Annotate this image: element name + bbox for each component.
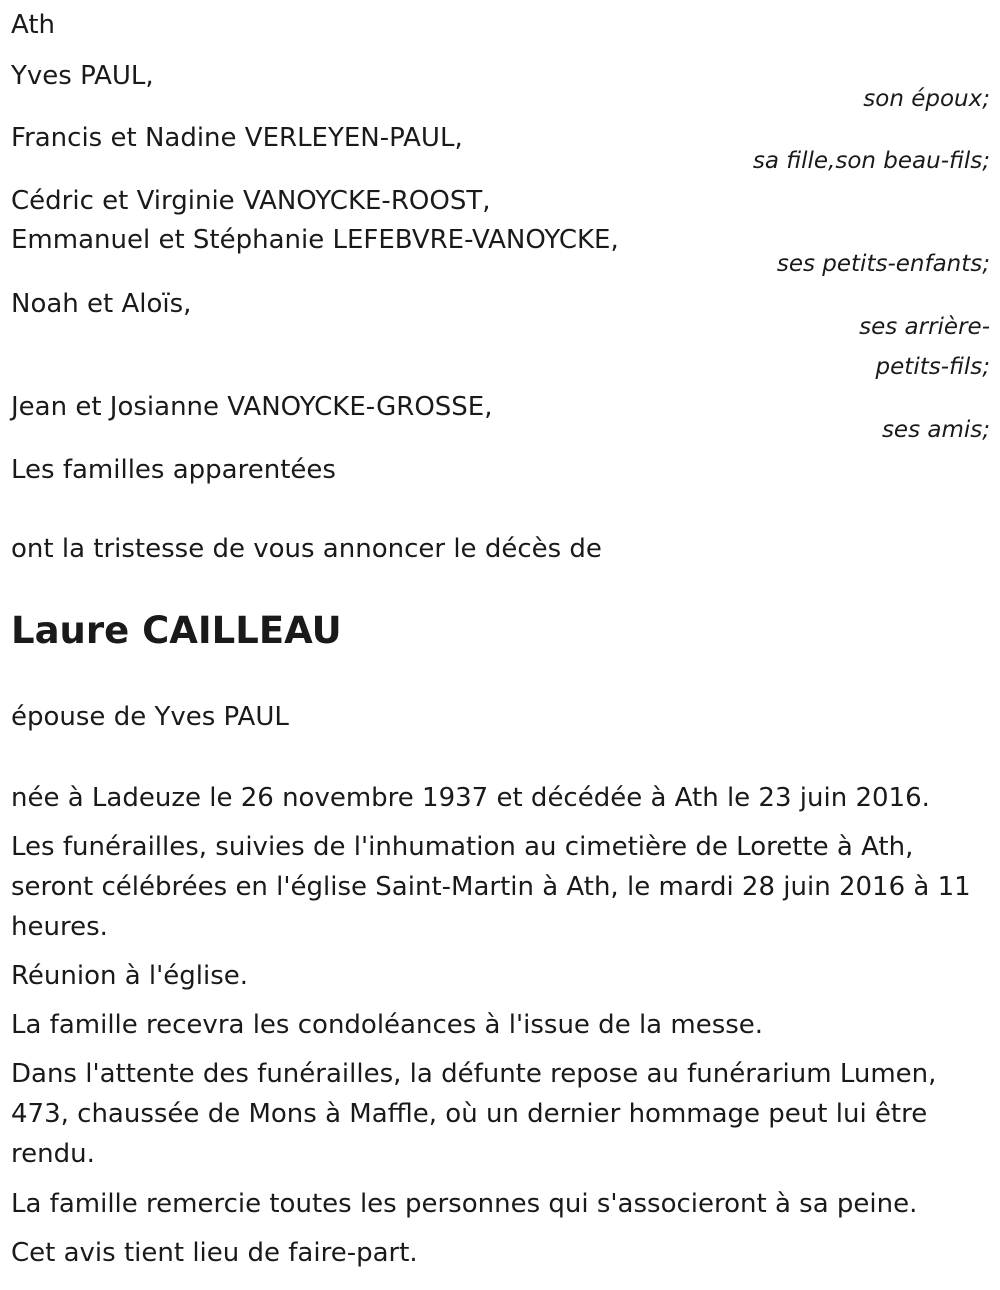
family-name-spouse: Yves PAUL, <box>11 61 154 91</box>
funeral-details: Les funérailles, suivies de l'inhumation au cimetière de Lorette à Ath, seront célébrées en l'église Saint-Martin à Ath, le mardi 28 juin 2016 à 11 heures. <box>11 832 971 942</box>
family-name-great-grandchildren: Noah et Aloïs, <box>11 289 192 319</box>
relation-spouse: son époux; <box>863 86 990 112</box>
thanks-text: La famille remercie toutes les personnes qui s'associeront à sa peine. <box>11 1189 918 1219</box>
family-name-friends: Jean et Josianne VANOYCKE-GROSSE, <box>11 392 493 422</box>
relation-daughter: sa fille,son beau-fils; <box>752 148 990 174</box>
town-label: Ath <box>11 10 56 40</box>
condolences-info: La famille recevra les condoléances à l'issue de la messe. <box>11 1010 764 1040</box>
family-name-daughter: Francis et Nadine VERLEYEN-PAUL, <box>11 123 463 153</box>
family-related: Les familles apparentées <box>11 455 336 485</box>
birth-death-line: née à Ladeuze le 26 novembre 1937 et décédée à Ath le 23 juin 2016. <box>11 783 930 813</box>
family-name-grandchildren-1: Cédric et Virginie VANOYCKE-ROOST, <box>11 186 491 216</box>
relation-great-grandchildren-line2: petits-fils; <box>875 354 990 380</box>
relation-friends: ses amis; <box>881 417 990 443</box>
family-name-grandchildren-2: Emmanuel et Stéphanie LEFEBVRE-VANOYCKE, <box>11 225 619 255</box>
announcement-text: ont la tristesse de vous annoncer le décès de <box>11 534 602 564</box>
deceased-name: Laure CAILLEAU <box>11 609 342 652</box>
notice-text: Cet avis tient lieu de faire-part. <box>11 1238 418 1268</box>
meeting-place: Réunion à l'église. <box>11 961 249 991</box>
spouse-line: épouse de Yves PAUL <box>11 702 289 732</box>
funerarium-info: Dans l'attente des funérailles, la défunte repose au funérarium Lumen, 473, chaussée de Mons à Maffle, où un dernier hommage peut lui être rendu. <box>11 1059 937 1169</box>
relation-great-grandchildren-line1: ses arrière- <box>859 314 990 340</box>
relation-grandchildren: ses petits-enfants; <box>776 251 990 277</box>
